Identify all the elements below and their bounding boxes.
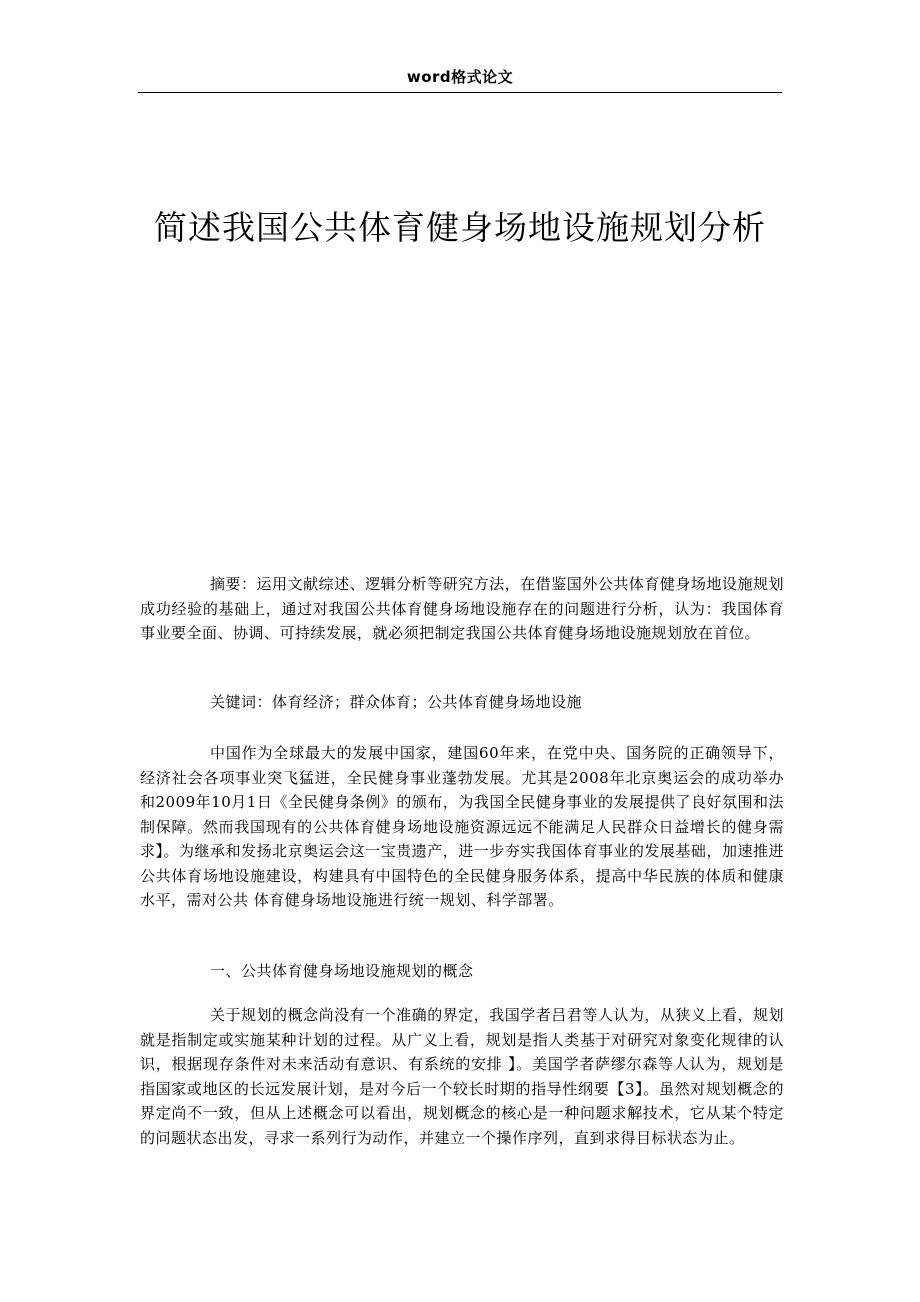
section-paragraph: 关于规划的概念尚没有一个准确的界定，我国学者吕君等人认为，从狭义上看，规划就是指制定或实施某种计划的过程。从广义上看，规划是指人类基于对研究对象变化规律的认识，根据现存条件对未来活动有意识、有系统的安排 】。美国学者萨缪尔森等人认为，规划是指国家或地区的长远发展计划，是对今后一个较长时期的指导性纲要【3】。虽然对规划概念的界定尚不一致，但从上述概念可以看出，规划概念的核心是一种问题求解技术，它从某个特定的问题状态出发，寻求一系列行为动作，并建立一个操作序列，直到求得目标状态为止。 <box>140 1006 784 1147</box>
intro-paragraph: 中国作为全球最大的发展中国家，建国60年来，在党中央、国务院的正确领导下，经济社会各项事业突飞猛进，全民健身事业蓬勃发展。尤其是2008年北京奥运会的成功举办和2009年10月1日《全民健身条例》的颁布，为我国全民健身事业的发展提供了良好氛围和法制保障。然而我国现有的公共体育健身场地设施资源远远不能满足人民群众日益增长的健身需求】。为继承和发扬北京奥运会这一宝贵遗产，进一步夯实我国体育事业的发展基础，加速推进公共体育场地设施建设，构建具有中国特色的全民健身服务体系，提高中华民族的体质和健康水平，需对公共 体育健身场地设施进行统一规划、科学部署。 <box>140 744 784 909</box>
abstract-paragraph: 摘要：运用文献综述、逻辑分析等研究方法，在借鉴国外公共体育健身场地设施规划成功经验的基础上，通过对我国公共体育健身场地设施存在的问题进行分析，认为：我国体育事业要全面、协调、可持续发展，就必须把制定我国公共体育健身场地设施规划放在首位。 <box>140 575 784 642</box>
page-header: word格式论文 <box>406 68 514 86</box>
header-divider <box>138 92 782 93</box>
document-title: 简述我国公共体育健身场地设施规划分析 <box>154 208 766 247</box>
keywords-line: 关键词：体育经济；群众体育；公共体育健身场地设施 <box>210 693 583 711</box>
section-heading: 一、公共体育健身场地设施规划的概念 <box>210 962 474 980</box>
